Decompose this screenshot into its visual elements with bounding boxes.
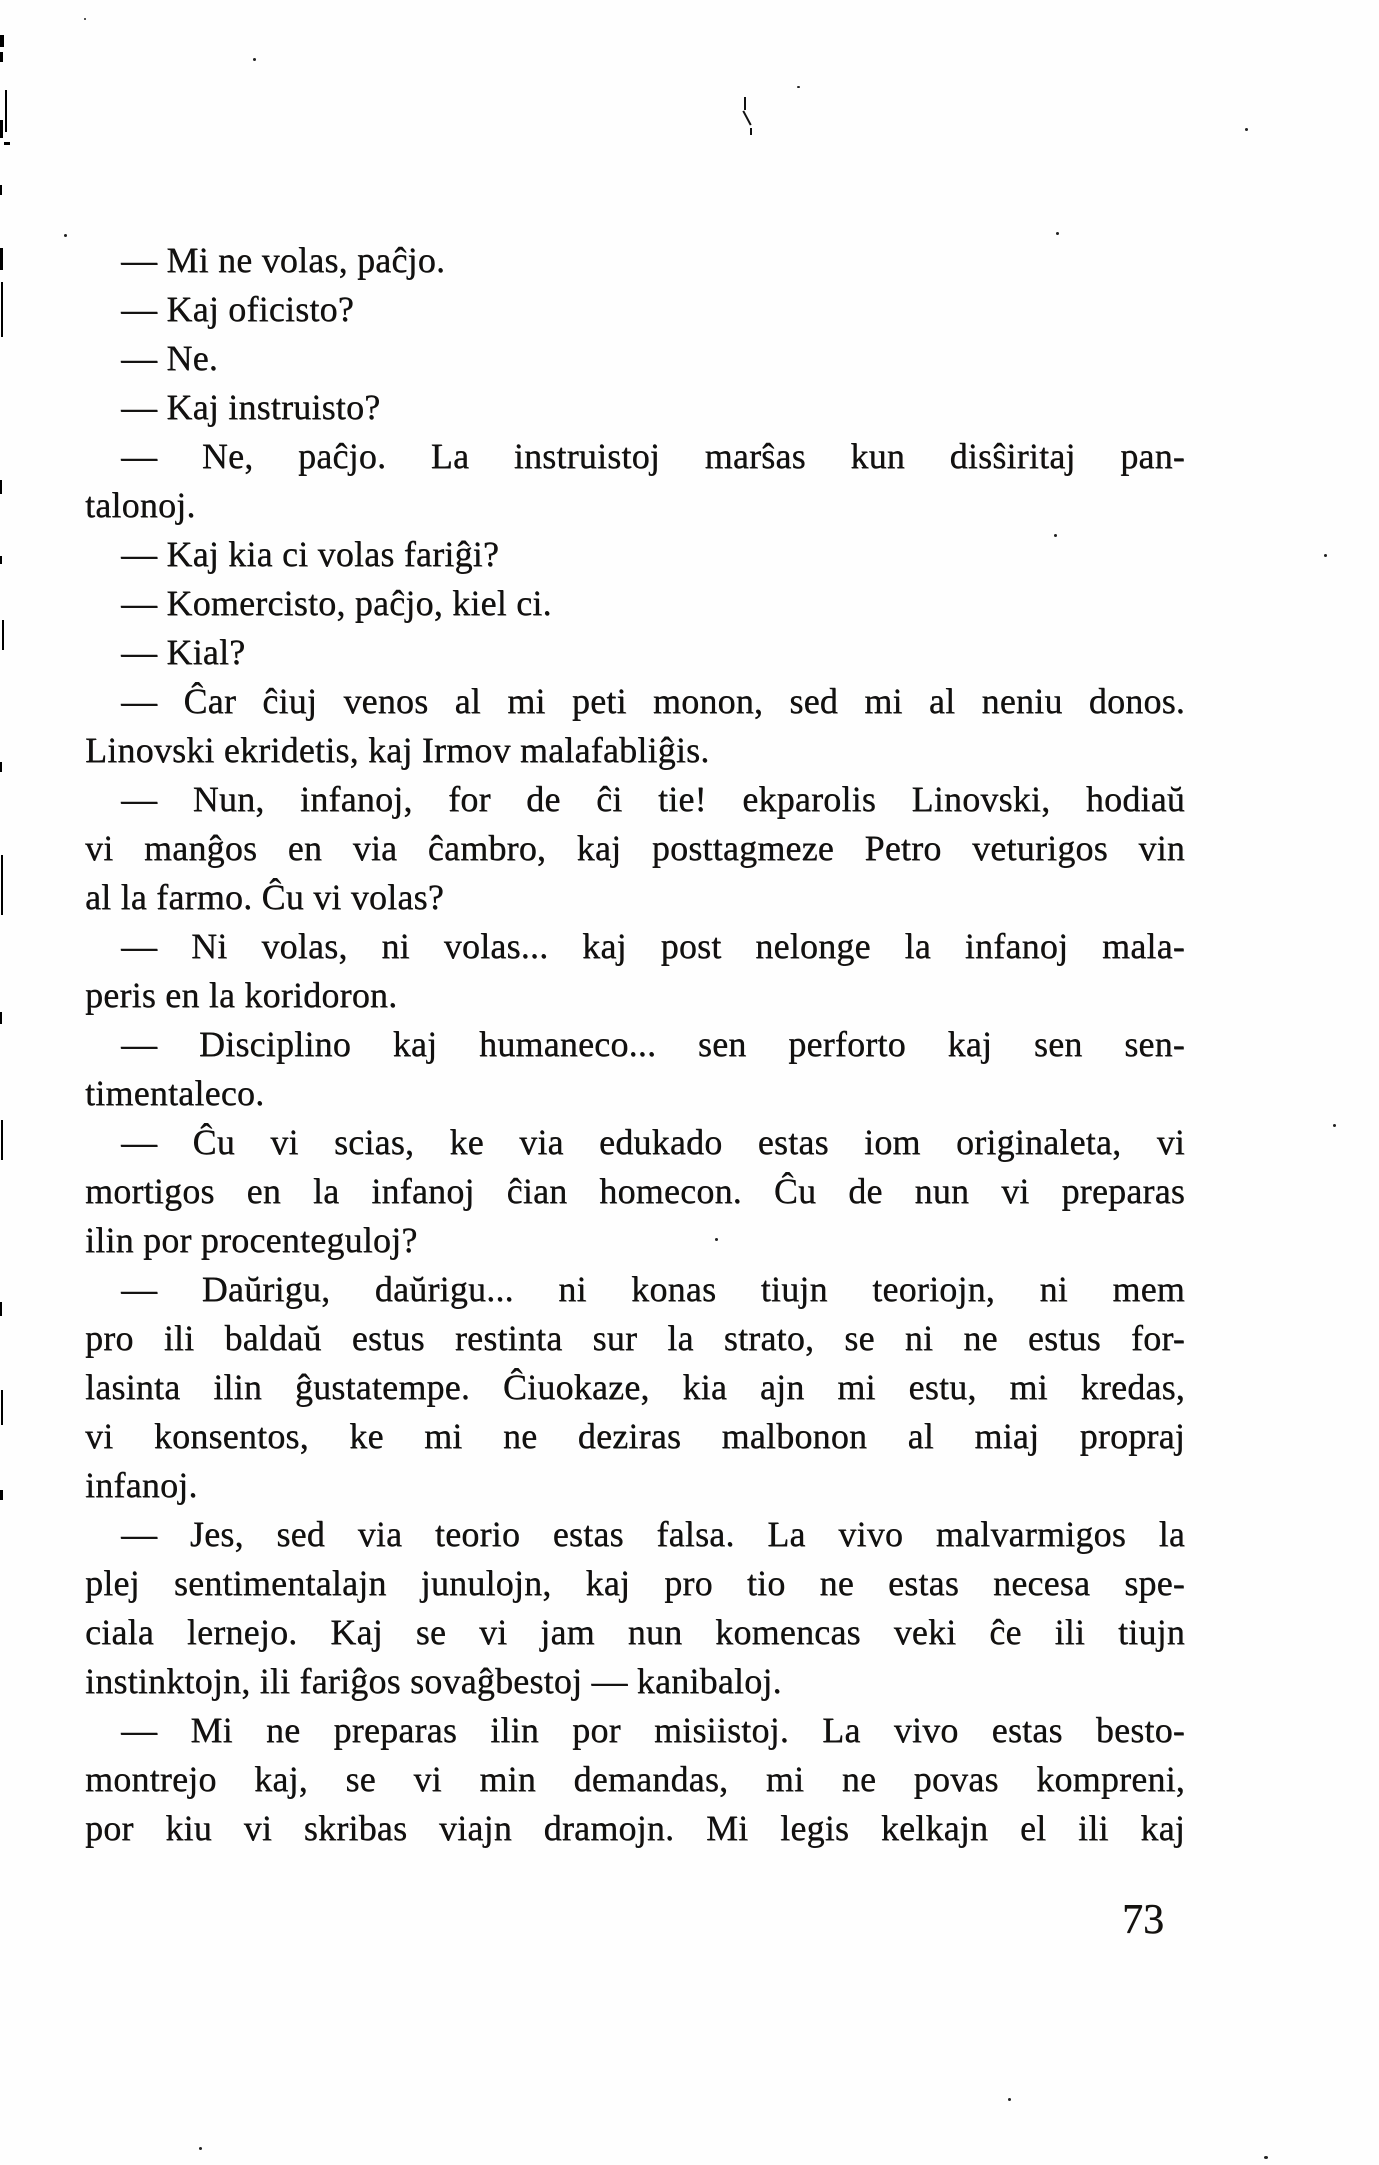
text-line: — Ni volas, ni volas... kaj post nelonge la infanoj mala- bbox=[121, 926, 1185, 966]
ink-speck bbox=[715, 1238, 718, 1241]
text-line: — Ĉu vi scias, ke via edukado estas iom originaleta, vi bbox=[121, 1122, 1185, 1162]
text-line: — Disciplino kaj humaneco... sen perforto kaj sen sen- bbox=[121, 1024, 1185, 1064]
text-line: timentaleco. bbox=[85, 1073, 265, 1113]
scan-artifact bbox=[0, 762, 2, 772]
text-line: — Ĉar ĉiuj venos al mi peti monon, sed mi al neniu donos. bbox=[121, 681, 1185, 721]
text-line: — Kial? bbox=[121, 632, 246, 672]
text-line: por kiu vi skribas viajn dramojn. Mi legis kelkajn el ili kaj bbox=[85, 1808, 1185, 1848]
scan-artifact bbox=[0, 35, 4, 47]
text-line: — Mi ne volas, paĉjo. bbox=[121, 240, 446, 280]
text-line: — Kaj oficisto? bbox=[121, 289, 354, 329]
ink-speck bbox=[1056, 232, 1059, 235]
text-line: instinktojn, ili fariĝos sovaĝbestoj — kanibaloj. bbox=[85, 1661, 782, 1701]
text-line: infanoj. bbox=[85, 1465, 198, 1505]
text-line: pro ili baldaŭ estus restinta sur la strato, se ni ne estus for- bbox=[85, 1318, 1185, 1358]
text-line: — Ne, paĉjo. La instruistoj marŝas kun disŝiritaj pan- bbox=[121, 436, 1185, 476]
scan-artifact bbox=[1, 855, 3, 915]
scan-artifact bbox=[0, 1302, 2, 1316]
scan-artifact bbox=[4, 142, 10, 145]
text-line: — Daŭrigu, daŭrigu... ni konas tiujn teoriojn, ni mem bbox=[121, 1269, 1185, 1309]
text-line: plej sentimentalajn junulojn, kaj pro tio ne estas necesa spe- bbox=[85, 1563, 1185, 1603]
ink-speck bbox=[1245, 128, 1248, 131]
scan-artifact bbox=[1, 1390, 3, 1425]
text-line: — Mi ne preparas ilin por misiistoj. La vivo estas besto- bbox=[121, 1710, 1185, 1750]
page-number: 73 bbox=[1122, 1897, 1164, 1943]
ink-speck bbox=[1324, 554, 1327, 557]
text-line: peris en la koridoron. bbox=[85, 975, 398, 1015]
scan-artifact bbox=[0, 556, 2, 564]
scan-artifact bbox=[744, 97, 746, 110]
text-line: vi konsentos, ke mi ne deziras malbonon al miaj propraj bbox=[85, 1416, 1185, 1456]
text-line: — Ne. bbox=[121, 338, 218, 378]
scan-artifact bbox=[0, 1490, 3, 1500]
text-line: — Kaj kia ci volas fariĝi? bbox=[121, 534, 500, 574]
text-line: — Jes, sed via teorio estas falsa. La vivo malvarmigos la bbox=[121, 1514, 1185, 1554]
text-line: al la farmo. Ĉu vi volas? bbox=[85, 877, 444, 917]
scan-artifact bbox=[0, 185, 2, 195]
ink-speck bbox=[199, 2147, 202, 2150]
text-line: — Komercisto, paĉjo, kiel ci. bbox=[121, 583, 552, 623]
ink-speck bbox=[253, 58, 256, 61]
ink-speck bbox=[1008, 2098, 1011, 2101]
scan-artifact bbox=[1, 1120, 3, 1160]
scan-artifact bbox=[0, 248, 3, 270]
text-line: montrejo kaj, se vi min demandas, mi ne povas kompreni, bbox=[85, 1759, 1185, 1799]
ink-speck bbox=[64, 234, 67, 237]
ink-speck bbox=[1264, 2156, 1268, 2159]
scan-artifact bbox=[742, 110, 751, 125]
text-line: ilin por procenteguloj? bbox=[85, 1220, 418, 1260]
ink-speck bbox=[1054, 534, 1057, 537]
text-line: — Kaj instruisto? bbox=[121, 387, 381, 427]
text-line: mortigos en la infanoj ĉian homecon. Ĉu de nun vi preparas bbox=[85, 1171, 1185, 1211]
text-line: vi manĝos en via ĉambro, kaj posttagmeze Petro veturigos vin bbox=[85, 828, 1185, 868]
text-line: — Nun, infanoj, for de ĉi tie! ekparolis Linovski, hodiaŭ bbox=[121, 779, 1185, 819]
scan-artifact bbox=[750, 128, 752, 135]
text-line: ciala lernejo. Kaj se vi jam nun komencas veki ĉe ili tiujn bbox=[85, 1612, 1185, 1652]
scan-artifact bbox=[1, 282, 3, 337]
body-text bbox=[85, 236, 1185, 1853]
text-line: Linovski ekridetis, kaj Irmov malafabliĝis. bbox=[85, 730, 710, 770]
ink-speck bbox=[797, 86, 800, 88]
ink-speck bbox=[84, 18, 86, 20]
scan-artifact bbox=[0, 120, 3, 138]
ink-speck bbox=[1333, 1124, 1336, 1127]
text-line: lasinta ilin ĝustatempe. Ĉiuokaze, kia ajn mi estu, mi kredas, bbox=[85, 1367, 1185, 1407]
scan-artifact bbox=[0, 52, 3, 62]
scan-artifact bbox=[2, 620, 4, 650]
scan-artifact bbox=[0, 480, 2, 494]
scan-artifact bbox=[0, 1012, 2, 1024]
scan-artifact bbox=[5, 90, 7, 132]
text-line: talonoj. bbox=[85, 485, 196, 525]
